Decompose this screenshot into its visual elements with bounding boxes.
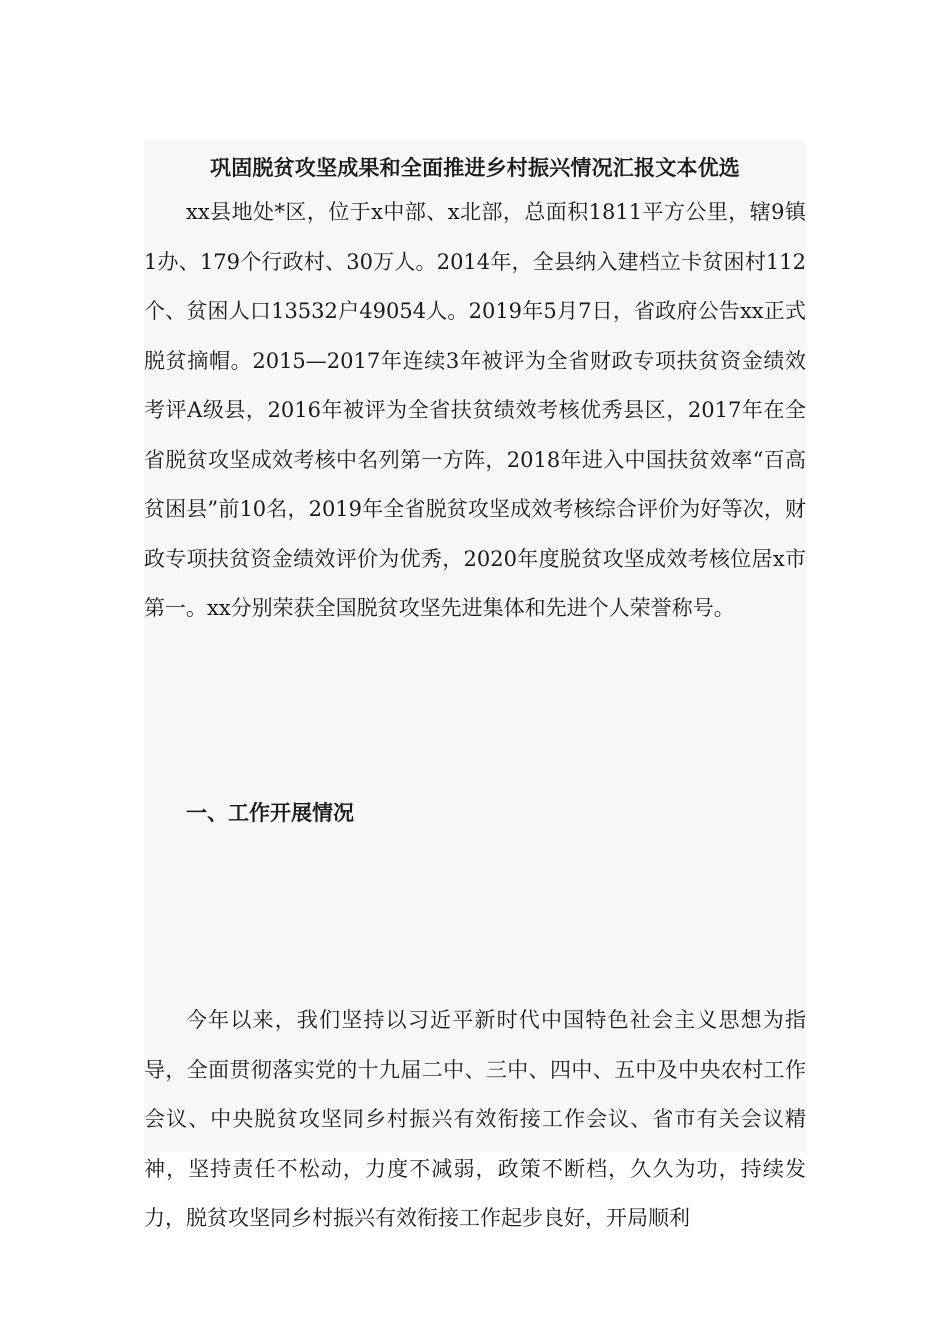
document-page [144,140,806,1230]
document-title: 巩固脱贫攻坚成果和全面推进乡村振兴情况汇报文本优选 [210,155,740,180]
section-heading: 一、工作开展情况 [186,800,354,825]
intro-paragraph: xx县地处*区，位于x中部、x北部，总面积1811平方公里，辖9镇1办、179个行政村、30万人。2014年，全县纳入建档立卡贫困村112个、贫困人口13532户49054人。2019年5月7日，省政府公告xx正式脱贫摘帽。2015—2017年连续3年被评为全省财政专项扶贫资金绩效考评A级县，2016年被评为全省扶贫绩效考核优秀县区，2017年在全省脱贫攻坚成效考核中名列第一方阵，2018年进入中国扶贫效率“百高贫困县”前10名，2019年全省脱贫攻坚成效考核综合评价为好等次，财政专项扶贫资金绩效评价为优秀，2020年度脱贫攻坚成效考核位居x市第一。xx分别荣获全国脱贫攻坚先进集体和先进个人荣誉称号。 [144,200,806,620]
body-paragraph: 今年以来，我们坚持以习近平新时代中国特色社会主义思想为指导，全面贯彻落实党的十九届二中、三中、四中、五中及中央农村工作会议、中央脱贫攻坚同乡村振兴有效衔接工作会议、省市有关会议精神，坚持责任不松动，力度不减弱，政策不断档，久久为功，持续发力，脱贫攻坚同乡村振兴有效衔接工作起步良好，开局顺利 [144,1008,806,1230]
